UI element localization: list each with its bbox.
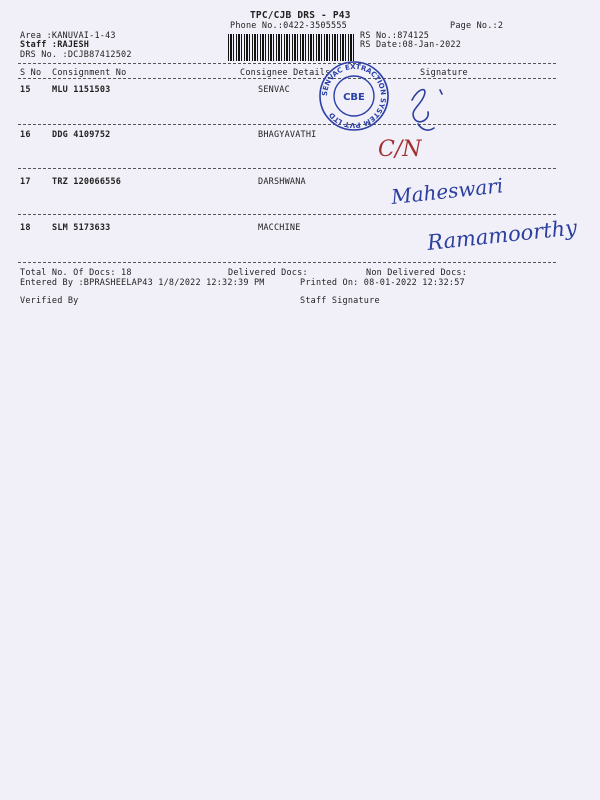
- stamp-ring-text: SENVAC EXTRACTION SYSTEM PVT LTD: [320, 62, 388, 130]
- row-consignment: DDG 4109752: [52, 130, 111, 140]
- row-sno: 16: [20, 130, 31, 140]
- row-sno: 17: [20, 177, 31, 187]
- area-label: Area :KANUVAI-1-43: [20, 31, 116, 41]
- row-consignment: TRZ 120066556: [52, 177, 122, 187]
- rs-number: RS No.:874125: [360, 31, 430, 41]
- row-consignment: MLU 1151503: [52, 85, 111, 95]
- column-header-sno: S No: [20, 68, 42, 78]
- drs-number: DRS No. :DCJB87412502: [20, 50, 132, 60]
- entered-by: Entered By :BPRASHEELAP43 1/8/2022 12:32:39 PM: [20, 278, 265, 288]
- company-stamp: [318, 60, 390, 132]
- separator: [18, 168, 556, 169]
- stamp-center-text: CBE: [343, 92, 365, 103]
- column-header-consignment: Consignment No: [52, 68, 127, 78]
- document-title: TPC/CJB DRS - P43: [250, 10, 351, 21]
- verified-by: Verified By: [20, 296, 79, 306]
- staff-label: Staff :RAJESH: [20, 40, 90, 50]
- handwritten-cn: [378, 132, 458, 164]
- signature-scribble: [398, 80, 458, 135]
- signature-maheswari: [390, 173, 522, 218]
- row-sno: 18: [20, 223, 31, 233]
- separator: [18, 124, 556, 125]
- delivered-docs: Delivered Docs:: [228, 268, 308, 278]
- svg-text:Maheswari: Maheswari: [390, 173, 505, 209]
- separator: [18, 63, 556, 64]
- row-consignment: SLM 5173633: [52, 223, 111, 233]
- svg-text:C/N: C/N: [378, 137, 422, 162]
- row-consignee: MACCHINE: [258, 223, 301, 233]
- signature-ramamoorthy: [428, 216, 588, 264]
- barcode: [228, 34, 355, 61]
- non-delivered-docs: Non Delivered Docs:: [366, 268, 468, 278]
- row-consignee: BHAGYAVATHI: [258, 130, 317, 140]
- row-consignee: SENVAC: [258, 85, 290, 95]
- total-docs: Total No. Of Docs: 18: [20, 268, 132, 278]
- svg-text:Ramamoorthy: Ramamoorthy: [426, 215, 579, 255]
- row-consignee: DARSHWANA: [258, 177, 306, 187]
- rs-date: RS Date:08-Jan-2022: [360, 40, 462, 50]
- staff-signature: Staff Signature: [300, 296, 380, 306]
- separator: [18, 78, 556, 79]
- phone-number: Phone No.:0422-3505555: [230, 21, 347, 31]
- column-header-signature: Signature: [420, 68, 468, 78]
- row-sno: 15: [20, 85, 31, 95]
- column-header-consignee: Consignee Details: [240, 68, 331, 78]
- page-number: Page No.:2: [450, 21, 504, 31]
- printed-on: Printed On: 08-01-2022 12:32:57: [300, 278, 465, 288]
